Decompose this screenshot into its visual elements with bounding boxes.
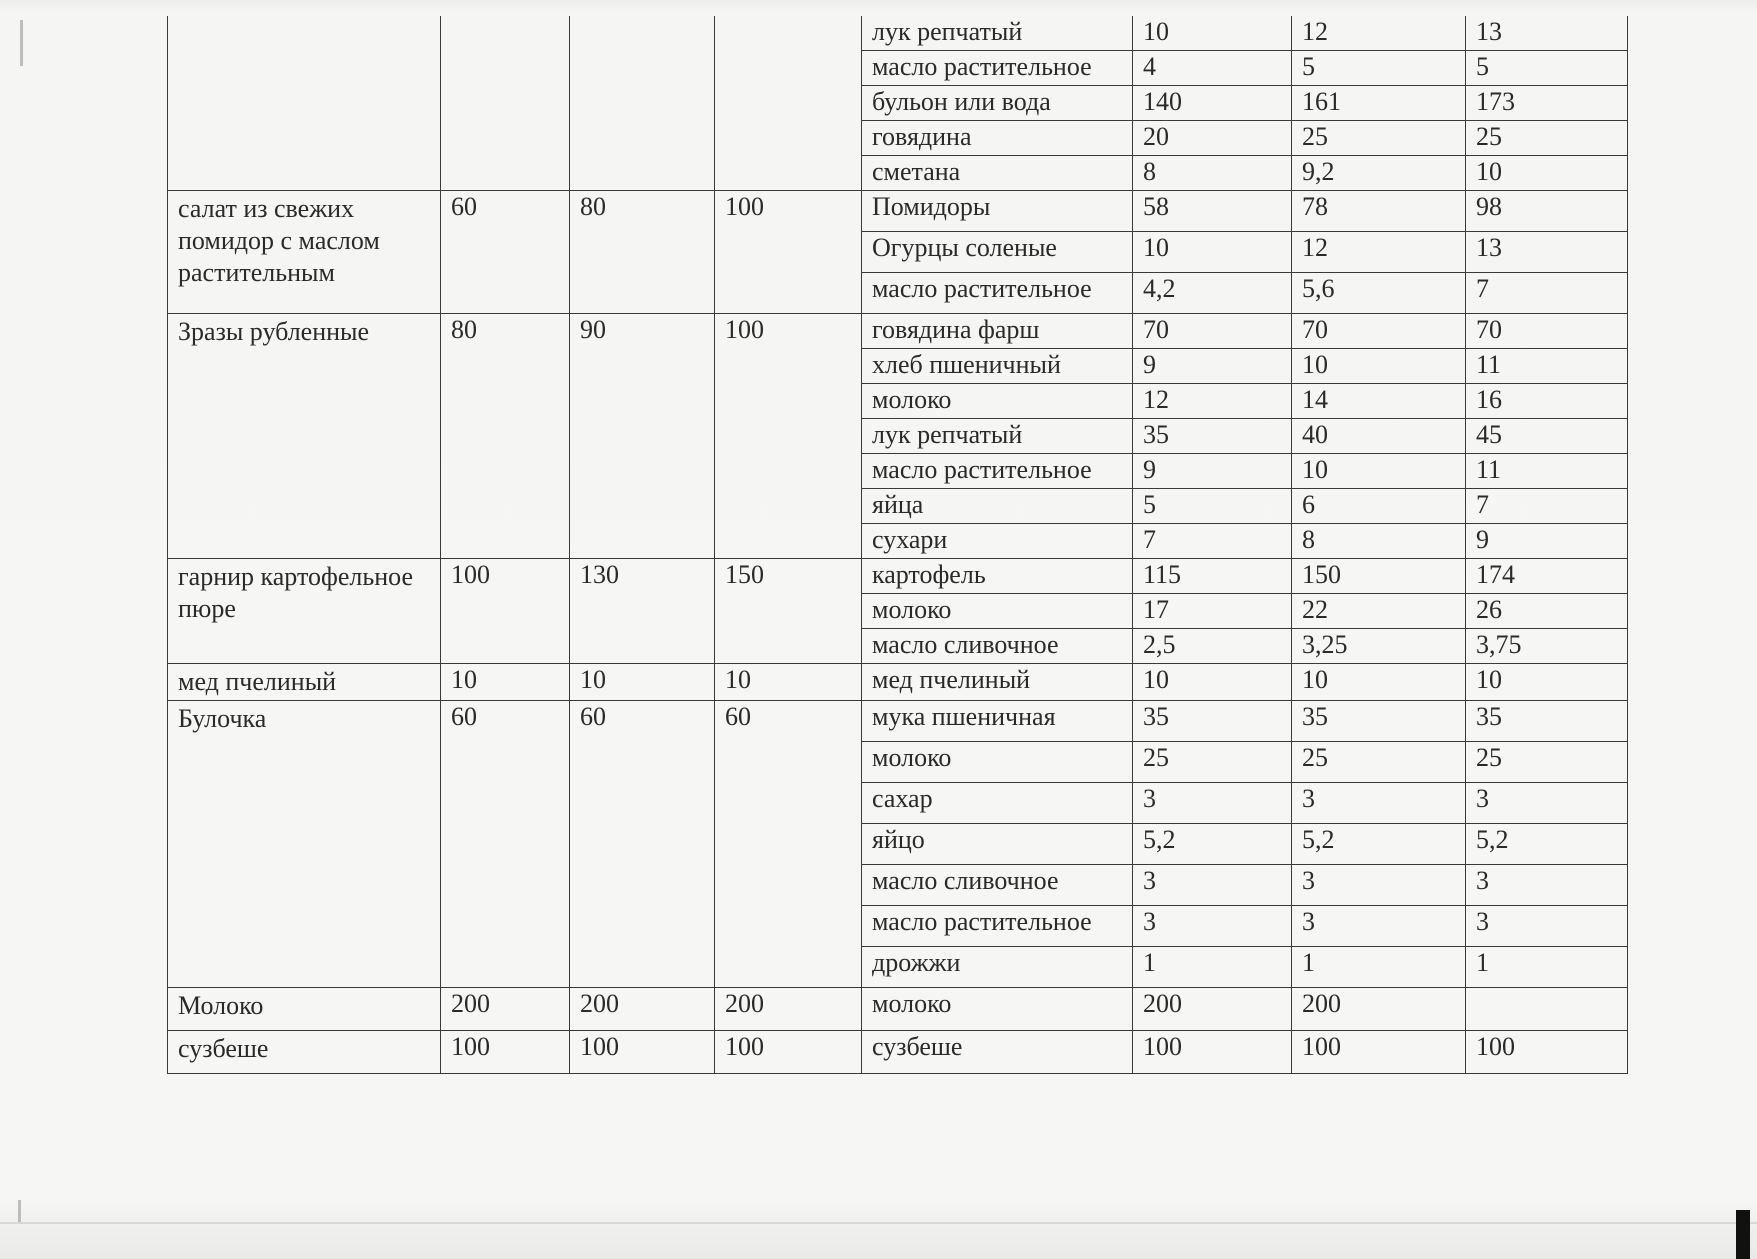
portion-small-cell: 10 <box>441 664 570 701</box>
ingredient-name-cell: молоко <box>862 742 1133 783</box>
ingredient-amount-small-cell: 3 <box>1133 865 1292 906</box>
ingredient-amount-medium-cell: 9,2 <box>1292 156 1466 191</box>
ingredient-amount-medium-cell: 35 <box>1292 701 1466 742</box>
portion-medium-cell: 80 <box>570 191 715 314</box>
table-row <box>168 16 1628 51</box>
scan-artifact-bar <box>1736 1210 1750 1259</box>
ingredient-amount-medium-cell: 78 <box>1292 191 1466 232</box>
dish-name-cell: салат из свежих помидор с маслом растительным <box>168 191 441 314</box>
portion-large-cell: 100 <box>715 314 862 559</box>
ingredient-amount-large-cell <box>1466 988 1628 1031</box>
ingredient-amount-medium-cell: 25 <box>1292 121 1466 156</box>
dish-name-cell: мед пчелиный <box>168 664 441 701</box>
ingredient-amount-small-cell: 5,2 <box>1133 824 1292 865</box>
ingredient-name-cell: дрожжи <box>862 947 1133 988</box>
ingredient-amount-medium-cell: 70 <box>1292 314 1466 349</box>
ingredient-amount-small-cell: 1 <box>1133 947 1292 988</box>
dish-name-cell: гарнир картофельное пюре <box>168 559 441 664</box>
portion-small-cell: 200 <box>441 988 570 1031</box>
dish-name-cell <box>168 16 441 191</box>
ingredient-amount-small-cell: 12 <box>1133 384 1292 419</box>
ingredient-amount-medium-cell: 6 <box>1292 489 1466 524</box>
table-row <box>168 191 1628 232</box>
ingredient-amount-small-cell: 4,2 <box>1133 273 1292 314</box>
ingredient-name-cell: мука пшеничная <box>862 701 1133 742</box>
ingredient-amount-medium-cell: 12 <box>1292 232 1466 273</box>
ingredient-amount-large-cell: 3,75 <box>1466 629 1628 664</box>
ingredient-name-cell: молоко <box>862 988 1133 1031</box>
portion-large-cell: 10 <box>715 664 862 701</box>
dish-name-cell: Молоко <box>168 988 441 1031</box>
portion-large-cell: 150 <box>715 559 862 664</box>
ingredient-amount-large-cell: 7 <box>1466 273 1628 314</box>
ingredient-amount-medium-cell: 8 <box>1292 524 1466 559</box>
ingredient-amount-large-cell: 100 <box>1466 1031 1628 1074</box>
ingredient-amount-medium-cell: 1 <box>1292 947 1466 988</box>
ingredient-amount-small-cell: 3 <box>1133 783 1292 824</box>
portion-large-cell: 100 <box>715 1031 862 1074</box>
ingredient-name-cell: масло сливочное <box>862 629 1133 664</box>
portion-large-cell: 200 <box>715 988 862 1031</box>
ingredient-amount-small-cell: 10 <box>1133 664 1292 701</box>
ingredient-amount-medium-cell: 3,25 <box>1292 629 1466 664</box>
ingredient-name-cell: сахар <box>862 783 1133 824</box>
ingredient-amount-small-cell: 10 <box>1133 232 1292 273</box>
ingredient-name-cell: бульон или вода <box>862 86 1133 121</box>
ingredient-amount-large-cell: 173 <box>1466 86 1628 121</box>
ingredient-amount-small-cell: 25 <box>1133 742 1292 783</box>
ingredient-name-cell: молоко <box>862 384 1133 419</box>
scan-edge-line <box>0 1222 1757 1224</box>
ingredient-amount-small-cell: 7 <box>1133 524 1292 559</box>
ingredient-amount-large-cell: 35 <box>1466 701 1628 742</box>
ingredient-amount-large-cell: 5,2 <box>1466 824 1628 865</box>
ingredient-amount-small-cell: 9 <box>1133 349 1292 384</box>
table-row <box>168 988 1628 1031</box>
ingredient-amount-small-cell: 115 <box>1133 559 1292 594</box>
ingredient-amount-small-cell: 2,5 <box>1133 629 1292 664</box>
menu-table <box>167 16 1628 1074</box>
ingredient-name-cell: масло сливочное <box>862 865 1133 906</box>
menu-table-body <box>168 16 1628 1074</box>
ingredient-amount-large-cell: 5 <box>1466 51 1628 86</box>
ingredient-amount-large-cell: 70 <box>1466 314 1628 349</box>
ingredient-amount-medium-cell: 3 <box>1292 783 1466 824</box>
ingredient-amount-small-cell: 35 <box>1133 701 1292 742</box>
ingredient-name-cell: мед пчелиный <box>862 664 1133 701</box>
ingredient-amount-medium-cell: 150 <box>1292 559 1466 594</box>
portion-small-cell: 60 <box>441 701 570 988</box>
ingredient-amount-large-cell: 25 <box>1466 121 1628 156</box>
ingredient-amount-medium-cell: 100 <box>1292 1031 1466 1074</box>
portion-medium-cell: 10 <box>570 664 715 701</box>
portion-large-cell: 100 <box>715 191 862 314</box>
ingredient-amount-large-cell: 3 <box>1466 906 1628 947</box>
portion-small-cell: 60 <box>441 191 570 314</box>
ingredient-amount-large-cell: 3 <box>1466 783 1628 824</box>
ingredient-amount-medium-cell: 22 <box>1292 594 1466 629</box>
ingredient-amount-small-cell: 100 <box>1133 1031 1292 1074</box>
ingredient-amount-small-cell: 9 <box>1133 454 1292 489</box>
ingredient-name-cell: Огурцы соленые <box>862 232 1133 273</box>
ingredient-amount-small-cell: 4 <box>1133 51 1292 86</box>
ingredient-amount-small-cell: 17 <box>1133 594 1292 629</box>
ingredient-amount-small-cell: 140 <box>1133 86 1292 121</box>
ingredient-amount-medium-cell: 161 <box>1292 86 1466 121</box>
scan-artifact-mark <box>18 1200 21 1224</box>
portion-medium-cell: 60 <box>570 701 715 988</box>
ingredient-name-cell: масло растительное <box>862 273 1133 314</box>
ingredient-amount-medium-cell: 12 <box>1292 16 1466 51</box>
portion-large-cell <box>715 16 862 191</box>
ingredient-amount-medium-cell: 25 <box>1292 742 1466 783</box>
ingredient-amount-large-cell: 174 <box>1466 559 1628 594</box>
ingredient-name-cell: Помидоры <box>862 191 1133 232</box>
ingredient-amount-large-cell: 1 <box>1466 947 1628 988</box>
ingredient-amount-small-cell: 5 <box>1133 489 1292 524</box>
portion-small-cell: 100 <box>441 559 570 664</box>
portion-large-cell: 60 <box>715 701 862 988</box>
ingredient-name-cell: масло растительное <box>862 454 1133 489</box>
portion-medium-cell: 100 <box>570 1031 715 1074</box>
ingredient-amount-medium-cell: 40 <box>1292 419 1466 454</box>
ingredient-name-cell: говядина фарш <box>862 314 1133 349</box>
table-row <box>168 701 1628 742</box>
dish-name-cell: Булочка <box>168 701 441 988</box>
table-row <box>168 559 1628 594</box>
ingredient-name-cell: лук репчатый <box>862 419 1133 454</box>
portion-small-cell: 80 <box>441 314 570 559</box>
dish-name-cell: сузбеше <box>168 1031 441 1074</box>
portion-medium-cell: 90 <box>570 314 715 559</box>
ingredient-amount-medium-cell: 10 <box>1292 349 1466 384</box>
ingredient-amount-small-cell: 58 <box>1133 191 1292 232</box>
ingredient-amount-large-cell: 13 <box>1466 232 1628 273</box>
ingredient-name-cell: масло растительное <box>862 906 1133 947</box>
ingredient-amount-large-cell: 13 <box>1466 16 1628 51</box>
ingredient-amount-large-cell: 25 <box>1466 742 1628 783</box>
ingredient-amount-small-cell: 8 <box>1133 156 1292 191</box>
ingredient-name-cell: говядина <box>862 121 1133 156</box>
ingredient-name-cell: лук репчатый <box>862 16 1133 51</box>
ingredient-amount-small-cell: 10 <box>1133 16 1292 51</box>
ingredient-amount-large-cell: 26 <box>1466 594 1628 629</box>
ingredient-amount-large-cell: 16 <box>1466 384 1628 419</box>
ingredient-amount-large-cell: 7 <box>1466 489 1628 524</box>
ingredient-amount-small-cell: 35 <box>1133 419 1292 454</box>
ingredient-name-cell: сухари <box>862 524 1133 559</box>
ingredient-name-cell: молоко <box>862 594 1133 629</box>
ingredient-name-cell: сметана <box>862 156 1133 191</box>
ingredient-amount-small-cell: 200 <box>1133 988 1292 1031</box>
ingredient-name-cell: масло растительное <box>862 51 1133 86</box>
ingredient-amount-medium-cell: 10 <box>1292 454 1466 489</box>
ingredient-name-cell: яйцо <box>862 824 1133 865</box>
portion-medium-cell: 200 <box>570 988 715 1031</box>
portion-small-cell: 100 <box>441 1031 570 1074</box>
ingredient-amount-medium-cell: 5,6 <box>1292 273 1466 314</box>
ingredient-amount-medium-cell: 200 <box>1292 988 1466 1031</box>
ingredient-amount-medium-cell: 5,2 <box>1292 824 1466 865</box>
ingredient-amount-small-cell: 70 <box>1133 314 1292 349</box>
ingredient-amount-large-cell: 3 <box>1466 865 1628 906</box>
ingredient-amount-small-cell: 3 <box>1133 906 1292 947</box>
ingredient-amount-medium-cell: 5 <box>1292 51 1466 86</box>
ingredient-name-cell: сузбеше <box>862 1031 1133 1074</box>
ingredient-amount-large-cell: 11 <box>1466 454 1628 489</box>
table-row <box>168 664 1628 701</box>
ingredient-amount-medium-cell: 3 <box>1292 906 1466 947</box>
ingredient-amount-large-cell: 11 <box>1466 349 1628 384</box>
portion-medium-cell <box>570 16 715 191</box>
ingredient-name-cell: хлеб пшеничный <box>862 349 1133 384</box>
scan-artifact-mark <box>20 20 23 66</box>
ingredient-amount-large-cell: 10 <box>1466 664 1628 701</box>
ingredient-amount-small-cell: 20 <box>1133 121 1292 156</box>
ingredient-amount-medium-cell: 3 <box>1292 865 1466 906</box>
ingredient-amount-large-cell: 45 <box>1466 419 1628 454</box>
ingredient-amount-medium-cell: 10 <box>1292 664 1466 701</box>
table-row <box>168 1031 1628 1074</box>
ingredient-amount-medium-cell: 14 <box>1292 384 1466 419</box>
portion-small-cell <box>441 16 570 191</box>
portion-medium-cell: 130 <box>570 559 715 664</box>
ingredient-name-cell: яйца <box>862 489 1133 524</box>
ingredient-amount-large-cell: 9 <box>1466 524 1628 559</box>
ingredient-name-cell: картофель <box>862 559 1133 594</box>
ingredient-amount-large-cell: 10 <box>1466 156 1628 191</box>
dish-name-cell: Зразы рубленные <box>168 314 441 559</box>
table-row <box>168 314 1628 349</box>
ingredient-amount-large-cell: 98 <box>1466 191 1628 232</box>
